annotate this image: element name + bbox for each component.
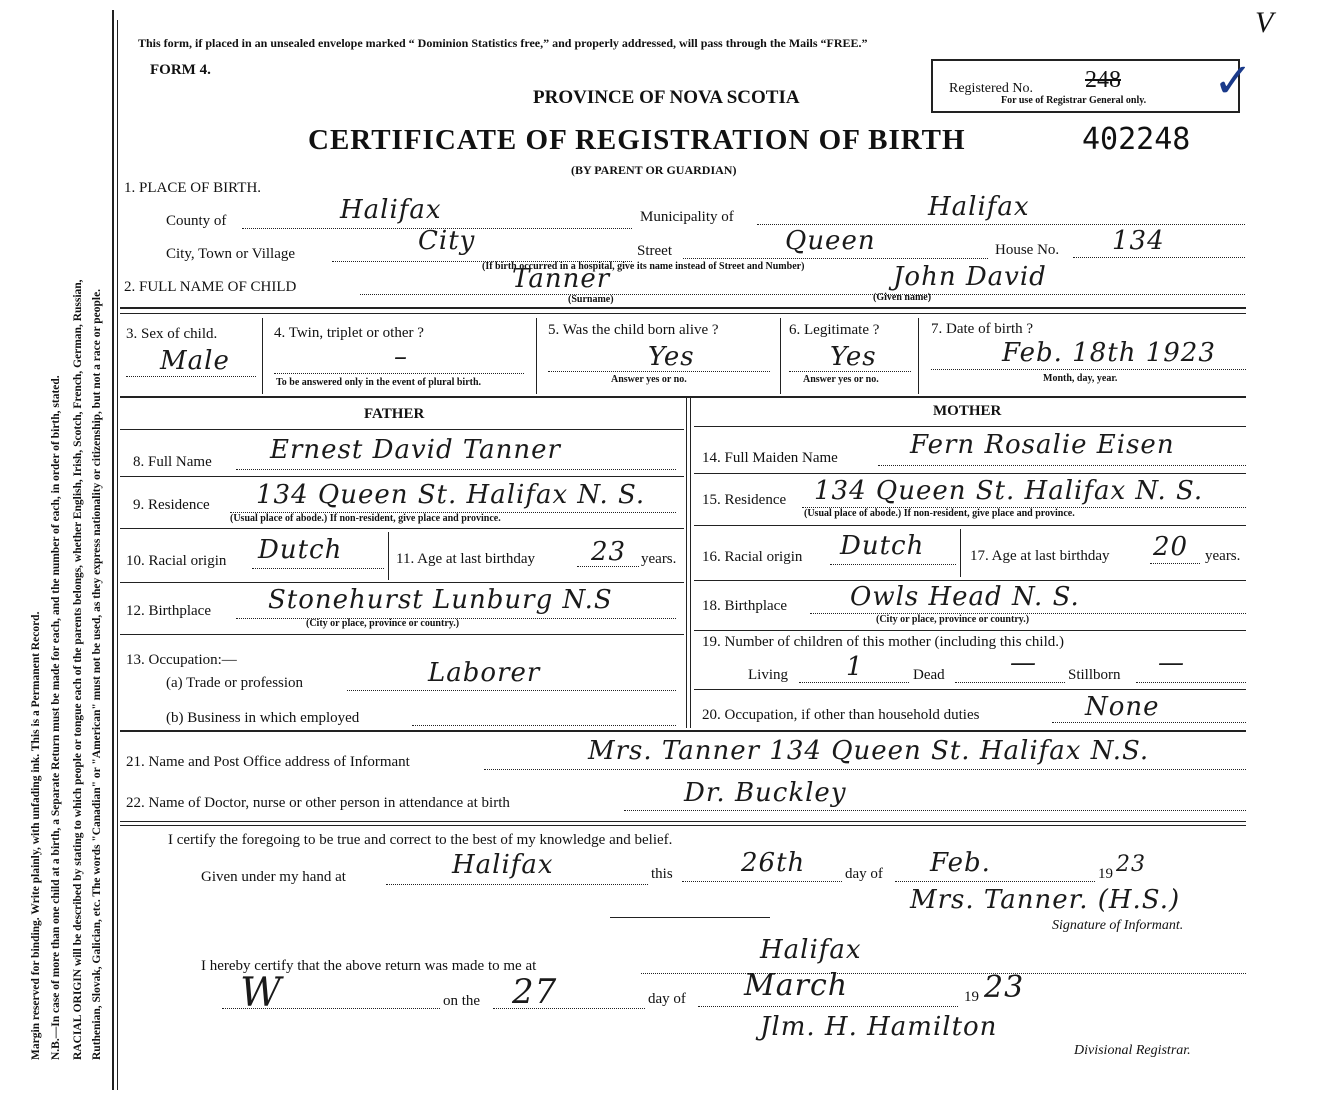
father-residence: 134 Queen St. Halifax N. S.: [256, 480, 646, 510]
father-age-label: 11. Age at last birthday: [396, 551, 535, 567]
father-residence-note: (Usual place of abode.) If non-resident, give place and province.: [230, 513, 501, 524]
father-racial-label: 10. Racial origin: [126, 553, 227, 569]
registrar-year-prefix: 19: [964, 989, 979, 1005]
registrar-statement: I hereby certify that the above return was made to me at: [201, 958, 537, 974]
mother-occupation-label: 20. Occupation, if other than household duties: [702, 707, 980, 723]
registered-value: 248: [1085, 67, 1121, 93]
dob-note: Month, day, year.: [1043, 373, 1118, 384]
father-trade-label: (a) Trade or profession: [166, 675, 304, 691]
place-of-birth-label: 1. PLACE OF BIRTH.: [124, 180, 262, 196]
mother-birthplace-label: 18. Birthplace: [702, 598, 787, 614]
twin-value: –: [394, 342, 408, 372]
registrar-month: March: [744, 968, 849, 1003]
living-label: Living: [748, 667, 788, 683]
mother-age-label: 17. Age at last birthday: [970, 548, 1110, 564]
dob-label: 7. Date of birth ?: [931, 321, 1034, 337]
legitimate-label: 6. Legitimate ?: [789, 322, 880, 338]
informant-signature-label: Signature of Informant.: [1052, 918, 1184, 933]
registrar-day-label: day of: [648, 991, 686, 1007]
on-the-label: on the: [443, 993, 481, 1009]
form-number: FORM 4.: [150, 62, 211, 78]
informant-signature: Mrs. Tanner. (H.S.): [910, 885, 1181, 915]
father-birthplace: Stonehurst Lunburg N.S: [268, 585, 613, 615]
informant-label: 21. Name and Post Office address of Informant: [126, 754, 410, 770]
alive-value: Yes: [648, 342, 695, 372]
certification-year: 23: [1116, 852, 1146, 877]
mother-name: Fern Rosalie Eisen: [910, 430, 1175, 460]
registrar-year: 23: [984, 970, 1025, 1005]
child-given-name: John David: [893, 262, 1047, 292]
street-label: Street: [637, 243, 672, 259]
living-value: 1: [846, 652, 864, 682]
registered-label: Registered No.: [949, 81, 1033, 96]
province-heading: PROVINCE OF NOVA SCOTIA: [533, 87, 800, 108]
alive-note: Answer yes or no.: [611, 374, 687, 385]
dob-value: Feb. 18th 1923: [1002, 338, 1216, 368]
dead-label: Dead: [913, 667, 945, 683]
mother-heading: MOTHER: [933, 403, 1002, 419]
children-count-label: 19. Number of children of this mother (including this child.): [702, 634, 1065, 650]
father-trade: Laborer: [428, 658, 541, 688]
father-birthplace-label: 12. Birthplace: [126, 603, 211, 619]
county-value: Halifax: [340, 195, 442, 225]
corner-mark: V: [1255, 6, 1274, 39]
dead-value: —: [1010, 648, 1037, 678]
mother-name-label: 14. Full Maiden Name: [702, 450, 838, 466]
father-heading: FATHER: [364, 406, 425, 422]
father-occupation-label: 13. Occupation:—: [126, 652, 237, 668]
child-name-label: 2. FULL NAME OF CHILD: [124, 279, 297, 295]
municipality-label: Municipality of: [640, 209, 734, 225]
mother-racial-label: 16. Racial origin: [702, 549, 803, 565]
child-surname: Tanner: [512, 264, 611, 294]
mail-notice: This form, if placed in an unsealed envelope marked “ Dominion Statistics free,” and properly addressed, will pass through the Mails “FREE.”: [138, 36, 868, 50]
margin-note-separate-return: N.B.—In case of more than one child at a birth, a Separate Return must be made for each, and the number of each, in order of birth, stated.: [50, 375, 62, 1060]
city-value: City: [418, 226, 476, 256]
informant-value: Mrs. Tanner 134 Queen St. Halifax N.S.: [588, 736, 1150, 766]
father-years: years.: [641, 551, 677, 567]
given-caption: (Given name): [873, 292, 932, 303]
doctor-label: 22. Name of Doctor, nurse or other person in attendance at birth: [126, 795, 510, 811]
registrar-day: 27: [512, 972, 558, 1012]
column-divider: [686, 398, 687, 728]
father-age: 23: [591, 537, 627, 567]
margin-line-inner: [117, 20, 118, 1090]
margin-line: [112, 10, 114, 1090]
father-racial: Dutch: [258, 535, 343, 565]
registrar-signature: Jlm. H. Hamilton: [760, 1012, 998, 1042]
mother-occupation: None: [1085, 692, 1160, 722]
form-subtitle: (BY PARENT OR GUARDIAN): [571, 163, 737, 177]
sex-value: Male: [160, 346, 230, 376]
county-label: County of: [166, 213, 227, 229]
twin-note: To be answered only in the event of plural birth.: [276, 377, 482, 388]
legitimate-note: Answer yes or no.: [803, 374, 879, 385]
stillborn-value: —: [1158, 648, 1185, 678]
mother-racial: Dutch: [840, 531, 925, 561]
given-label: Given under my hand at: [201, 869, 346, 885]
alive-label: 5. Was the child born alive ?: [548, 322, 719, 338]
mother-birthplace: Owls Head N. S.: [850, 582, 1080, 612]
certification-day: 26th: [741, 848, 806, 878]
registrar-note: For use of Registrar General only.: [1001, 95, 1147, 106]
certification-place: Halifax: [452, 850, 554, 880]
checkmark-icon: ✓: [1213, 53, 1254, 109]
hospital-note: (If birth occurred in a hospital, give its name instead of Street and Number): [482, 261, 805, 272]
mother-birthplace-note: (City or place, province or country.): [876, 614, 1030, 625]
street-value: Queen: [785, 226, 876, 256]
father-birthplace-note: (City or place, province or country.): [306, 618, 460, 629]
twin-label: 4. Twin, triplet or other ?: [274, 325, 424, 341]
certification-day-label: day of: [845, 866, 883, 882]
father-name-label: 8. Full Name: [133, 454, 212, 470]
margin-note-binding: Margin reserved for binding. Write plainly, with unfading ink. This is a Permanent Record.: [30, 611, 42, 1060]
mother-residence-note: (Usual place of abode.) If non-resident, give place and province.: [804, 508, 1075, 519]
sex-label: 3. Sex of child.: [126, 326, 218, 342]
father-residence-label: 9. Residence: [133, 497, 210, 513]
certification-month: Feb.: [930, 848, 991, 878]
registered-box: [931, 53, 1254, 113]
mother-residence: 134 Queen St. Halifax N. S.: [814, 476, 1204, 506]
house-label: House No.: [995, 242, 1060, 258]
registrar-signature-label: Divisional Registrar.: [1074, 1043, 1191, 1058]
margin-note-nationality: Ruthenian, Slovak, Galician, etc. The words "Canadian" or "American" must not be used, as they express nationality or citizenship, but not a race or people.: [91, 288, 103, 1060]
stillborn-label: Stillborn: [1068, 667, 1121, 683]
certification-year-prefix: 19: [1098, 866, 1113, 882]
certification-statement: I certify the foregoing to be true and correct to the best of my knowledge and belief.: [168, 832, 673, 848]
registrar-mark: W: [240, 970, 283, 1016]
this-label: this: [651, 866, 673, 882]
father-business-label: (b) Business in which employed: [166, 710, 360, 726]
municipality-value: Halifax: [928, 192, 1030, 222]
legitimate-value: Yes: [830, 342, 877, 372]
city-label: City, Town or Village: [166, 246, 296, 262]
registrar-place: Halifax: [760, 935, 862, 965]
mother-residence-label: 15. Residence: [702, 492, 787, 508]
doctor-value: Dr. Buckley: [684, 778, 847, 808]
mother-years: years.: [1205, 548, 1241, 564]
certificate-number: 402248: [1082, 122, 1191, 157]
margin-note-racial-origin: RACIAL ORIGIN will be described by stating to which people or tongue each of the parents belongs, whether English, Irish, Scotch, French, German, Russian,: [72, 279, 84, 1060]
surname-caption: (Surname): [568, 294, 614, 305]
form-title: CERTIFICATE OF REGISTRATION OF BIRTH: [308, 124, 966, 156]
father-name: Ernest David Tanner: [270, 435, 561, 465]
house-value: 134: [1112, 226, 1165, 256]
mother-age: 20: [1153, 532, 1189, 562]
